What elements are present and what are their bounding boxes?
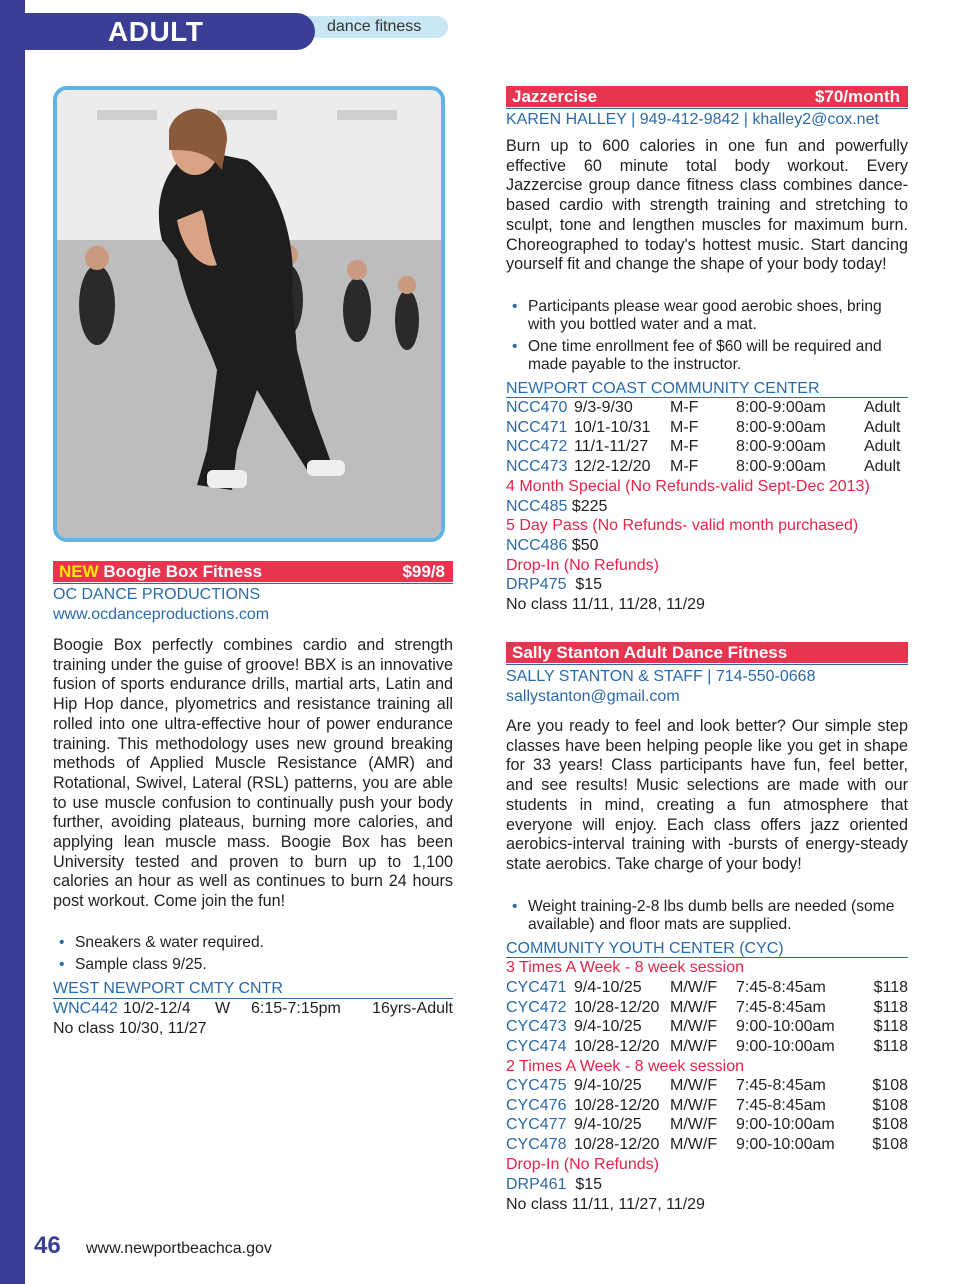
table-row: [506, 1017, 908, 1037]
class-dates: 9/4-10/25: [574, 979, 642, 996]
list-item: • Weight training-2-8 lbs dumb bells are needed (some available) and floor mats are supplied.: [506, 898, 908, 934]
sally-group1-label: 3 Times A Week - 8 week session: [506, 959, 745, 976]
class-price: $118: [873, 1018, 908, 1036]
class-dates: 10/28-12/20: [574, 1136, 660, 1154]
jazz-location: NEWPORT COAST COMMUNITY CENTER: [506, 380, 820, 397]
class-time: 9:00-10:00am: [736, 1038, 835, 1056]
class-dates: 9/4-10/25: [574, 1116, 642, 1134]
class-age: 16yrs-Adult: [372, 1000, 453, 1017]
class-code: NCC470: [506, 399, 568, 416]
class-price: $108: [872, 1116, 908, 1134]
class-code: DRP461: [506, 1176, 567, 1193]
list-item: • Sample class 9/25.: [53, 956, 453, 974]
sally-dropin-label: Drop-In (No Refunds): [506, 1156, 659, 1173]
class-code: CYC477: [506, 1116, 567, 1134]
class-days: W: [215, 1000, 231, 1017]
sally-title: Sally Stanton Adult Dance Fitness: [512, 643, 788, 662]
class-dates: 9/4-10/25: [574, 1077, 642, 1094]
jazz-special2-row: [506, 536, 599, 556]
sally-title-rule: [506, 664, 908, 665]
section-tab: [0, 13, 315, 50]
class-dates: 10/28-12/20: [574, 1096, 660, 1114]
table-row: [506, 1076, 908, 1096]
class-time: 7:45-8:45am: [736, 979, 826, 996]
class-code: CYC474: [506, 1038, 567, 1056]
jazz-schedule: [506, 398, 908, 477]
class-days: M/W/F: [670, 1038, 718, 1056]
class-days: M/W/F: [670, 1136, 718, 1154]
sally-title-bar: [506, 642, 908, 663]
class-price: $50: [571, 537, 599, 554]
class-dates: 10/28-12/20: [574, 1038, 660, 1056]
jazz-special1-row: [506, 497, 607, 517]
class-dates: 10/2-12/4: [123, 1000, 191, 1017]
class-dates: 10/28-12/20: [574, 998, 660, 1016]
boogie-bullets: [53, 934, 453, 978]
class-code: NCC485: [506, 498, 568, 515]
jazz-title: Jazzercise: [512, 87, 598, 106]
sally-email-link[interactable]: sallystanton@gmail.com: [506, 688, 680, 705]
subsection-label: dance fitness: [327, 18, 422, 35]
table-row: [506, 1135, 908, 1155]
table-row: [506, 978, 908, 998]
class-code: NCC471: [506, 418, 568, 436]
list-item: • Participants please wear good aerobic shoes, bring with you bottled water and a mat.: [506, 298, 908, 334]
class-code: NCC486: [506, 537, 568, 554]
table-row: [506, 998, 908, 1018]
footer-url-link[interactable]: www.newportbeachca.gov: [86, 1240, 272, 1257]
class-time: 8:00-9:00am: [736, 458, 826, 476]
class-days: M-F: [670, 418, 699, 436]
table-row: [506, 1115, 908, 1135]
class-price: $118: [873, 1038, 908, 1056]
class-days: M-F: [670, 458, 699, 476]
class-code: CYC471: [506, 979, 567, 996]
table-row: [53, 999, 453, 1019]
class-time: 9:00-10:00am: [736, 1116, 835, 1134]
boogie-location: WEST NEWPORT CMTY CNTR: [53, 980, 283, 997]
class-time: 9:00-10:00am: [736, 1136, 835, 1154]
class-days: M/W/F: [670, 998, 718, 1016]
class-price: $15: [575, 1176, 603, 1193]
table-row: [506, 437, 908, 457]
class-code: CYC472: [506, 998, 567, 1016]
jazz-dropin-row: [506, 575, 602, 595]
sally-dropin-row: [506, 1175, 602, 1195]
class-time: 9:00-10:00am: [736, 1018, 835, 1036]
boogie-title-bar: [53, 561, 453, 582]
class-price: $108: [872, 1077, 908, 1094]
class-time: 7:45-8:45am: [736, 1096, 826, 1114]
subsection-tab: [300, 16, 448, 38]
jazz-special1-label: 4 Month Special (No Refunds-valid Sept-Dec 2013): [506, 478, 870, 495]
class-price: $118: [873, 998, 908, 1016]
list-item: • Sneakers & water required.: [53, 934, 453, 952]
dance-class-photo: [53, 86, 445, 542]
class-days: M/W/F: [670, 1018, 718, 1036]
class-price: $108: [872, 1096, 908, 1114]
class-dates: 10/1-10/31: [574, 418, 651, 436]
sally-bullets: [506, 898, 908, 938]
class-code: WNC442: [53, 1000, 118, 1017]
class-time: 8:00-9:00am: [736, 438, 826, 456]
jazz-contact: KAREN HALLEY | 949-412-9842 | khalley2@cox.net: [506, 111, 879, 128]
sally-group2-label: 2 Times A Week - 8 week session: [506, 1058, 745, 1075]
table-row: [506, 1037, 908, 1057]
boogie-website-link[interactable]: www.ocdanceproductions.com: [53, 606, 270, 623]
class-age: Adult: [864, 438, 901, 456]
class-time: 7:45-8:45am: [736, 1077, 826, 1094]
class-code: DRP475: [506, 576, 567, 593]
class-price: $108: [872, 1136, 908, 1154]
boogie-title-rule: [53, 583, 453, 584]
table-row: [506, 418, 908, 438]
class-time: 7:45-8:45am: [736, 998, 826, 1016]
class-code: NCC473: [506, 458, 568, 476]
jazz-noclass: No class 11/11, 11/28, 11/29: [506, 596, 705, 613]
class-days: M-F: [670, 399, 699, 416]
boogie-org: OC DANCE PRODUCTIONS: [53, 586, 261, 603]
jazz-title-bar: [506, 86, 908, 107]
boogie-description: Boogie Box perfectly combines cardio and strength training under the guise of groove! BBX is an innovative fusion of sports endurance drills, martial arts, Latin and Hip Hop dance, plyometrics and resistance training all rolled into one ultra-effective hour of power endurance training. This methodology uses new ground breaking methods of Applied Muscle Resistance (AMR) and Rotational, Swivel, Lateral (RSL) patterns, you are able to use muscle confusion to continually push your body further, avoiding plateaus, burning more calories, and applying lean muscle mass. Boogie Box has been University tested and proven to burn up to 1,100 calories an hour as well as continues to burn 24 hours post workout. Come join the fun!: [53, 636, 453, 911]
section-label: ADULT: [108, 16, 204, 47]
class-code: CYC478: [506, 1136, 567, 1154]
class-age: Adult: [864, 399, 901, 416]
photo-illustration: [57, 90, 441, 538]
jazz-title-rule: [506, 108, 908, 109]
sally-contact: SALLY STANTON & STAFF | 714-550-0668: [506, 668, 816, 685]
class-time: 6:15-7:15pm: [251, 1000, 341, 1017]
class-code: CYC475: [506, 1077, 567, 1094]
class-code: NCC472: [506, 438, 568, 456]
sally-location: COMMUNITY YOUTH CENTER (CYC): [506, 940, 784, 957]
class-time: 8:00-9:00am: [736, 418, 826, 436]
jazz-description: Burn up to 600 calories in one fun and powerfully effective 60 minute total body workout. Every Jazzercise group dance fitness class combines dance-based cardio with strength training and stretching to sculpt, tone and lengthen muscles for maximum burn. Choreographed to today's hottest music. Start dancing yourself fit and change the shape of your body today!: [506, 137, 908, 274]
class-dates: 12/2-12/20: [574, 458, 651, 476]
boogie-schedule: [53, 999, 453, 1019]
page-number: 46: [34, 1232, 61, 1259]
list-item: • One time enrollment fee of $60 will be required and made payable to the instructor.: [506, 338, 908, 374]
sidebar-stripe: [0, 0, 25, 1284]
table-row: [506, 1096, 908, 1116]
class-days: M/W/F: [670, 979, 718, 996]
class-dates: 9/4-10/25: [574, 1018, 642, 1036]
class-code: CYC476: [506, 1096, 567, 1114]
sally-schedule-1: [506, 978, 908, 1057]
class-days: M/W/F: [670, 1096, 718, 1114]
class-dates: 11/1-11/27: [574, 438, 649, 456]
sally-schedule-2: [506, 1076, 908, 1155]
jazz-bullets: [506, 298, 908, 378]
class-days: M/W/F: [670, 1077, 718, 1094]
class-code: CYC473: [506, 1018, 567, 1036]
class-age: Adult: [864, 458, 901, 476]
class-dates: 9/3-9/30: [574, 399, 633, 416]
class-price: $118: [873, 979, 908, 996]
class-days: M/W/F: [670, 1116, 718, 1134]
jazz-special2-label: 5 Day Pass (No Refunds- valid month purchased): [506, 517, 859, 534]
jazz-price: $70/month: [814, 87, 900, 106]
class-price: $225: [571, 498, 608, 515]
table-row: [506, 457, 908, 477]
jazz-dropin-label: Drop-In (No Refunds): [506, 557, 659, 574]
class-days: M-F: [670, 438, 699, 456]
boogie-price: $99/8: [402, 562, 445, 581]
table-row: [506, 398, 908, 418]
new-badge: NEW: [59, 562, 99, 581]
sally-description: Are you ready to feel and look better? Our simple step classes have been helping people like you get in shape for 33 years! Class participants have fun, feel better, and see results! Music selections are made with our students in mind, creating a fun atmosphere that everyone will enjoy. Each class offers jazz oriented aerobics-interval training with -bursts of energy-steady state aerobics. Take charge of your body!: [506, 717, 908, 873]
class-age: Adult: [864, 418, 901, 436]
class-time: 8:00-9:00am: [736, 399, 826, 416]
class-price: $15: [575, 576, 603, 593]
boogie-title: Boogie Box Fitness: [103, 562, 263, 581]
boogie-noclass: No class 10/30, 11/27: [53, 1020, 207, 1037]
sally-noclass: No class 11/11, 11/27, 11/29: [506, 1196, 705, 1213]
